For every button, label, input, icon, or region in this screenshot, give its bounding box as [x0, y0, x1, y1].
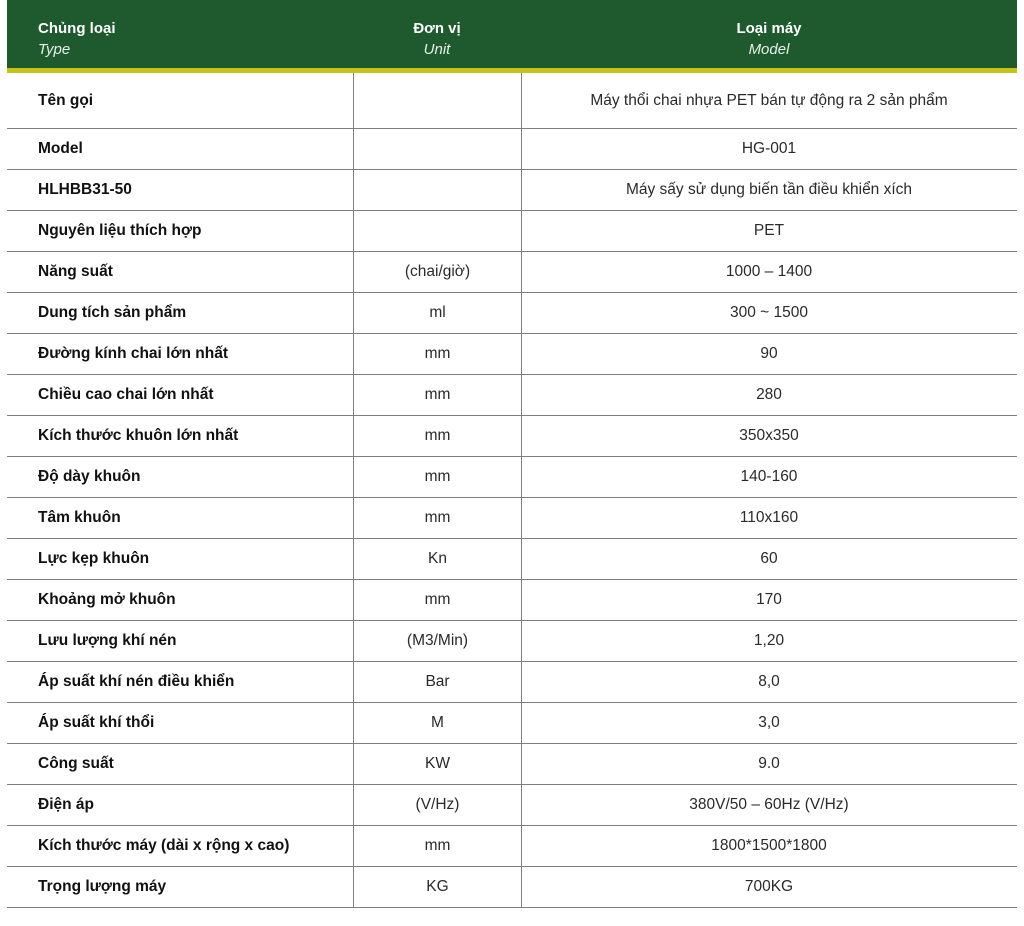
spec-value: Máy thổi chai nhựa PET bán tự động ra 2 sản phẩm: [590, 91, 948, 109]
spec-value: 110x160: [739, 509, 799, 526]
table-row: [7, 867, 1017, 908]
spec-unit: [353, 73, 522, 128]
spec-unit: [353, 170, 522, 210]
header-model-vi: Loại máy: [736, 20, 802, 37]
header-type-vi: Chủng loại: [38, 20, 116, 37]
spec-value: 350x350: [739, 427, 799, 444]
spec-name: Chiều cao chai lớn nhất: [38, 386, 214, 403]
spec-table: [7, 0, 1017, 908]
header-unit: [354, 18, 520, 60]
table-row: [7, 457, 1017, 498]
table-row: [7, 375, 1017, 416]
spec-value: 140-160: [740, 468, 798, 485]
spec-value: 700KG: [744, 878, 794, 895]
header-model: [521, 18, 1017, 60]
spec-name: Đường kính chai lớn nhất: [38, 345, 228, 362]
spec-value: 8,0: [758, 673, 780, 690]
spec-name: Dung tích sản phẩm: [38, 304, 187, 321]
table-row: [7, 785, 1017, 826]
spec-name: HLHBB31-50: [38, 181, 132, 198]
spec-value: 1800*1500*1800: [711, 837, 827, 854]
spec-value: 380V/50 – 60Hz (V/Hz): [689, 796, 849, 813]
spec-unit: (M3/Min): [353, 621, 522, 661]
spec-value: Máy sấy sử dụng biến tần điều khiển xích: [625, 181, 913, 198]
spec-value: 280: [756, 386, 782, 403]
header-unit-en: Unit: [423, 41, 451, 58]
table-row: [7, 129, 1017, 170]
spec-name: Độ dày khuôn: [38, 468, 141, 485]
spec-unit: [353, 211, 522, 251]
spec-unit: mm: [353, 498, 522, 538]
spec-unit: (V/Hz): [353, 785, 522, 825]
spec-unit: mm: [353, 375, 522, 415]
header-type: [38, 18, 116, 60]
table-row: [7, 826, 1017, 867]
spec-unit: (chai/giờ): [353, 252, 522, 292]
table-row: [7, 662, 1017, 703]
spec-value: 300 ~ 1500: [729, 304, 808, 321]
spec-name: Lưu lượng khí nén: [38, 632, 177, 649]
table-row: [7, 621, 1017, 662]
spec-name: Model: [38, 140, 83, 157]
table-row: [7, 580, 1017, 621]
spec-name: Áp suất khí thổi: [38, 714, 155, 731]
spec-value: 1000 – 1400: [725, 263, 813, 280]
spec-value: 1,20: [753, 632, 785, 649]
spec-value: 9.0: [758, 755, 780, 772]
spec-name: Kích thước máy (dài x rộng x cao): [38, 837, 290, 854]
spec-name: Lực kẹp khuôn: [38, 550, 150, 567]
spec-unit: KW: [353, 744, 522, 784]
spec-value: 60: [760, 550, 778, 567]
spec-name: Trọng lượng máy: [38, 878, 167, 895]
table-row: [7, 293, 1017, 334]
spec-value: 3,0: [758, 714, 780, 731]
table-row: [7, 703, 1017, 744]
table-body: [7, 73, 1017, 908]
table-row: [7, 211, 1017, 252]
table-row: [7, 73, 1017, 129]
spec-value: PET: [753, 222, 785, 239]
spec-unit: M: [353, 703, 522, 743]
spec-name: Nguyên liệu thích hợp: [38, 222, 202, 239]
spec-unit: mm: [353, 416, 522, 456]
spec-unit: ml: [353, 293, 522, 333]
table-row: [7, 539, 1017, 580]
table-row: [7, 334, 1017, 375]
spec-name: Khoảng mở khuôn: [38, 591, 176, 608]
spec-name: Năng suất: [38, 263, 113, 280]
table-row: [7, 498, 1017, 539]
header-model-en: Model: [748, 41, 790, 58]
spec-name: Áp suất khí nén điều khiển: [38, 673, 235, 690]
header-type-en: Type: [38, 41, 71, 58]
table-row: [7, 416, 1017, 457]
spec-unit: KG: [353, 867, 522, 907]
table-header: [7, 0, 1017, 73]
spec-unit: mm: [353, 457, 522, 497]
table-row: [7, 744, 1017, 785]
spec-unit: [353, 129, 522, 169]
table-row: [7, 170, 1017, 211]
spec-value: 170: [756, 591, 782, 608]
spec-name: Công suất: [38, 755, 114, 772]
spec-name: Tâm khuôn: [38, 509, 121, 526]
spec-unit: Bar: [353, 662, 522, 702]
spec-unit: mm: [353, 580, 522, 620]
spec-name: Điện áp: [38, 796, 94, 813]
table-row: [7, 252, 1017, 293]
spec-unit: Kn: [353, 539, 522, 579]
spec-unit: mm: [353, 826, 522, 866]
spec-value: HG-001: [741, 140, 797, 157]
spec-unit: mm: [353, 334, 522, 374]
spec-name: Kích thước khuôn lớn nhất: [38, 427, 239, 444]
spec-name: Tên gọi: [38, 91, 94, 109]
spec-value: 90: [760, 345, 778, 362]
header-unit-vi: Đơn vị: [413, 20, 461, 37]
